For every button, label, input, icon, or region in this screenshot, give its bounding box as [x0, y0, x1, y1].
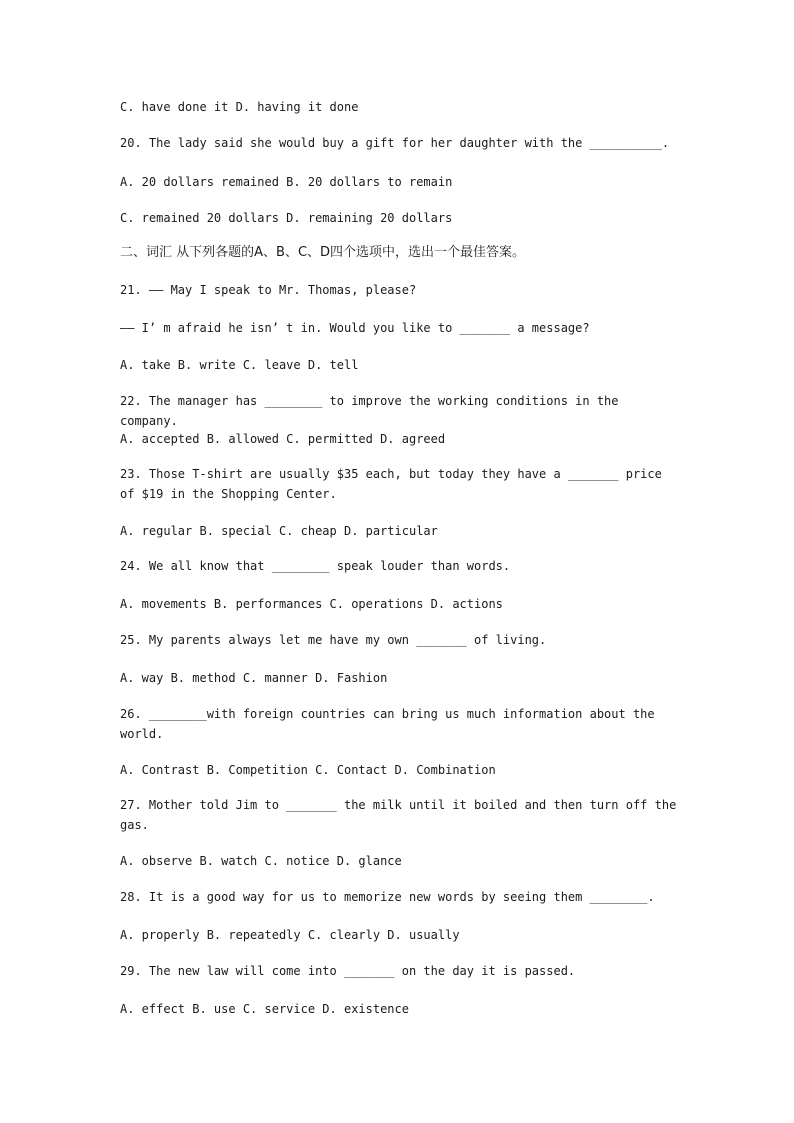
options-22: A. accepted B. allowed C. permitted D. agreed [120, 432, 446, 446]
options-29: A. effect B. use C. service D. existence [120, 1002, 409, 1016]
options-21: A. take B. write C. leave D. tell [120, 358, 359, 372]
options-24: A. movements B. performances C. operations D. actions [120, 597, 503, 611]
question-28: 28. It is a good way for us to memorize new words by seeing them ________. [120, 890, 655, 904]
question-21: 21. —— May I speak to Mr. Thomas, please? [120, 283, 417, 297]
option-line-19-cd: C. have done it D. having it done [120, 100, 359, 114]
section-heading-vocabulary: 二、词汇 从下列各题的A、B、C、D四个选项中，选出一个最佳答案。 [120, 245, 526, 260]
question-26: 26. ________with foreign countries can bring us much information about the world. [120, 707, 662, 741]
options-27: A. observe B. watch C. notice D. glance [120, 854, 402, 868]
question-25: 25. My parents always let me have my own _______ of living. [120, 633, 547, 647]
question-24: 24. We all know that ________ speak louder than words. [120, 559, 511, 573]
option-line-20-ab: A. 20 dollars remained B. 20 dollars to remain [120, 175, 453, 189]
options-23: A. regular B. special C. cheap D. particular [120, 524, 438, 538]
question-21-reply: —— I’ m afraid he isn’ t in. Would you like to _______ a message? [120, 321, 590, 335]
options-28: A. properly B. repeatedly C. clearly D. usually [120, 928, 460, 942]
options-25: A. way B. method C. manner D. Fashion [120, 671, 388, 685]
question-27: 27. Mother told Jim to _______ the milk until it boiled and then turn off the gas. [120, 798, 684, 832]
question-20: 20. The lady said she would buy a gift for her daughter with the __________. [120, 136, 670, 150]
question-23: 23. Those T-shirt are usually $35 each, but today they have a _______ price of $19 in the Shopping Center. [120, 467, 670, 501]
options-26: A. Contrast B. Competition C. Contact D. Combination [120, 763, 496, 777]
question-22: 22. The manager has ________ to improve the working conditions in the company. [120, 394, 626, 428]
question-29: 29. The new law will come into _______ on the day it is passed. [120, 964, 576, 978]
option-line-20-cd: C. remained 20 dollars D. remaining 20 dollars [120, 211, 453, 225]
